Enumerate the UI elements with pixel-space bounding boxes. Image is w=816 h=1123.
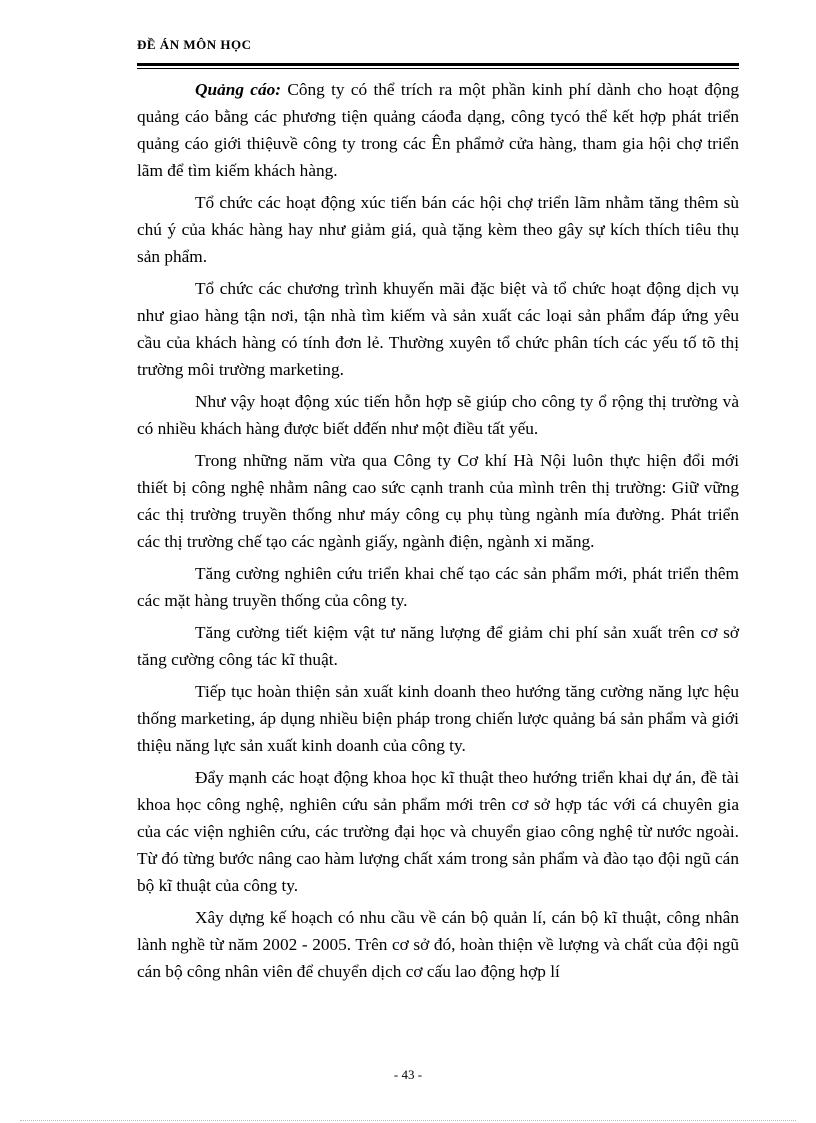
paragraph-text: Tăng cường nghiên cứu triển khai chế tạo các sản phẩm mới, phát triển thêm các mặt hàng truyền thống của công ty.	[137, 564, 739, 610]
paragraph-text: Công ty có thể trích ra một phần kinh phí dành cho hoạt động quảng cáo bằng các phương tiện quảng cáođa dạng, công tycó thể kết hợp phát triển quảng cáo giới thiệuvề công ty trong các Ên phẩmở cửa hàng, tham gia hội chợ triển lãm để tìm kiếm khách hàng.	[137, 80, 739, 180]
paragraph-text: Tăng cường tiết kiệm vật tư năng lượng để giảm chi phí sản xuất trên cơ sở tăng cường công tác kĩ thuật.	[137, 623, 739, 669]
header-rule-thin	[137, 68, 739, 69]
page-bottom-edge	[20, 1120, 796, 1121]
paragraph-text: Tổ chức các chương trình khuyến mãi đặc biệt và tổ chức hoạt động dịch vụ như giao hàng tận nơi, tận nhà tìm kiếm và sản xuất các loại sản phẩm đáp ứng yêu cầu của khách hàng có tính đơn lẻ. Thường xuyên tổ chức phân tích các yếu tố tõ thị trường môi trường marketing.	[137, 279, 739, 379]
document-body	[137, 76, 739, 990]
paragraph	[137, 678, 739, 759]
page-number: - 43 -	[393, 1067, 423, 1082]
paragraph-text: Như vậy hoạt động xúc tiến hỗn hợp sẽ giúp cho công ty ổ rộng thị trường và có nhiều khách hàng được biết dđến như một điều tất yếu.	[137, 392, 739, 438]
paragraph-text: Xây dựng kế hoạch có nhu cầu về cán bộ quản lí, cán bộ kĩ thuật, công nhân lành nghề từ năm 2002 - 2005. Trên cơ sở đó, hoàn thiện về lượng và chất của đội ngũ cán bộ công nhân viên để chuyển dịch cơ cấu lao động hợp lí	[137, 908, 739, 981]
paragraph-lead: Quảng cáo:	[195, 80, 282, 99]
paragraph	[137, 560, 739, 614]
paragraph	[137, 189, 739, 270]
paragraph	[137, 447, 739, 555]
paragraph-text: Trong những năm vừa qua Công ty Cơ khí Hà Nội luôn thực hiện đổi mới thiết bị công nghệ nhằm nâng cao sức cạnh tranh của mình trên thị trường: Giữ vững các thị trường truyền thống như máy công cụ phụ tùng ngành mía đường. Phát triển các thị trường chế tạo các ngành giấy, ngành điện, ngành xi măng.	[137, 451, 739, 551]
paragraph-text: Tiếp tục hoàn thiện sản xuất kinh doanh theo hướng tăng cường năng lực hệu thống marketing, áp dụng nhiều biện pháp trong chiến lược quảng bá sản phẩm và giới thiệu năng lực sản xuất kinh doanh của công ty.	[137, 682, 739, 755]
paragraph-text: Tổ chức các hoạt động xúc tiến bán các hội chợ triển lãm nhằm tăng thêm sù chú ý của khác hàng hay như giảm giá, quà tặng kèm theo gây sự kích thích tiêu thụ sản phẩm.	[137, 193, 739, 266]
paragraph	[137, 275, 739, 383]
paragraph	[137, 764, 739, 899]
document-header-title: ĐỀ ÁN MÔN HỌC	[137, 37, 252, 52]
paragraph-advertising	[137, 76, 739, 184]
paragraph	[137, 388, 739, 442]
paragraph-text: Đẩy mạnh các hoạt động khoa học kĩ thuật theo hướng triển khai dự án, đề tài khoa học công nghệ, nghiên cứu sản phẩm mới trên cơ sở hợp tác với cá chuyên gia của các viện nghiên cứu, các trường đại học và chuyển giao công nghệ từ nước ngoài. Từ đó từng bước nâng cao hàm lượng chất xám trong sản phẩm và đào tạo đội ngũ cán bộ kĩ thuật của công ty.	[137, 768, 739, 895]
paragraph	[137, 619, 739, 673]
paragraph	[137, 904, 739, 985]
header-rule-thick	[137, 63, 739, 66]
